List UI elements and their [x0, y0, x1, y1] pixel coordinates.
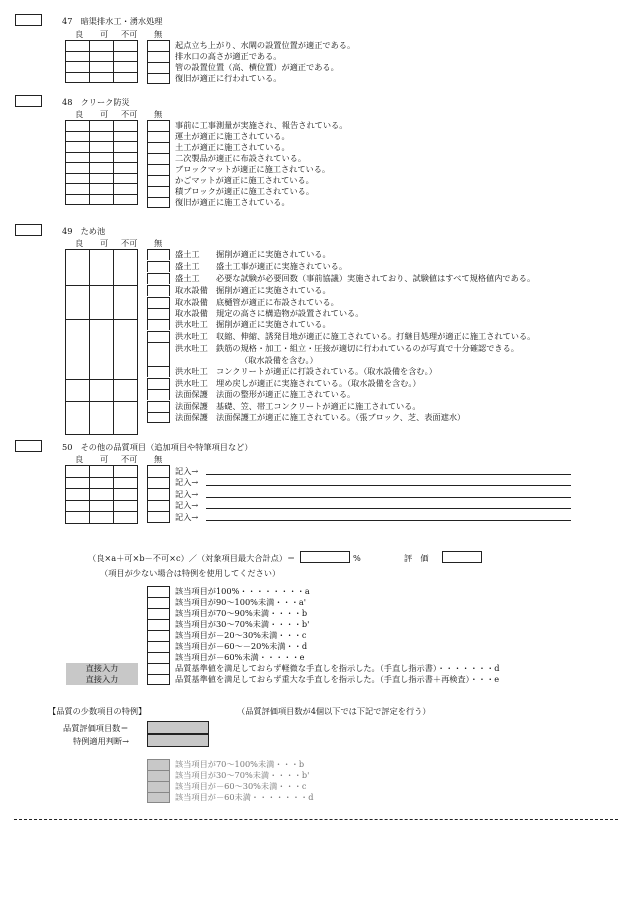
col-none: 無 [154, 109, 163, 119]
list-item[interactable]: 洪水吐工 埋め戻しが適正に実施されている。（取水設備を含む。） [147, 378, 421, 389]
special-grade-checkbox[interactable] [147, 792, 170, 803]
none-checkbox[interactable] [147, 120, 170, 131]
special-count-label: 品質評価項目数＝ [63, 723, 129, 733]
col-none: 無 [154, 454, 163, 464]
none-checkbox[interactable] [147, 285, 170, 296]
section-49-score-box[interactable] [15, 224, 42, 236]
none-checkbox[interactable] [147, 261, 170, 272]
list-item[interactable]: 取水設備 掘削が適正に実施されている。 [147, 285, 331, 296]
list-item[interactable]: 洪水吐工 鉄筋の規格・加工・組立・圧接が適切に行われているのが写真で十分確認できる。 （取水設備を含む。） [147, 342, 519, 366]
none-checkbox[interactable] [147, 175, 170, 186]
list-item[interactable]: 取水設備 底樋管が適正に布設されている。 [147, 297, 339, 308]
list-item[interactable]: 管の設置位置（高、横位置）が適正である。 [147, 62, 339, 73]
list-item[interactable]: 該当項目が70～90%未満・・・・b [147, 608, 307, 619]
percent-input[interactable] [300, 551, 350, 563]
list-item[interactable]: 盛土工 必要な試験が必要回数（事前協議）実施されており、試験値はすべて規格値内である。 [147, 273, 535, 284]
col-bad: 不可 [121, 109, 138, 119]
entry-line[interactable] [206, 478, 571, 486]
none-checkbox[interactable] [147, 500, 170, 512]
cut-line-divider [14, 819, 618, 820]
list-item[interactable]: 該当項目が30～70%未満・・・・b' [147, 619, 309, 630]
list-item[interactable]: ブロックマットが適正に施工されている。 [147, 164, 330, 175]
none-checkbox[interactable] [147, 164, 170, 175]
none-checkbox[interactable] [147, 378, 170, 389]
none-checkbox[interactable] [147, 465, 170, 477]
grade-checkbox[interactable] [147, 641, 170, 652]
list-item[interactable]: 該当項目が90～100%未満・・・a' [147, 597, 306, 608]
col-fair: 可 [100, 29, 109, 39]
list-item[interactable]: 記入→ [147, 511, 571, 523]
list-item[interactable]: 法面保護 法面の整形が適正に施工されている。 [147, 389, 355, 400]
section-47-score-box[interactable] [15, 14, 42, 26]
list-item[interactable]: 起点立ち上がり、水閘の設置位置が適正である。 [147, 40, 355, 51]
list-item[interactable]: 土工が適正に施工されている。 [147, 142, 290, 153]
none-checkbox[interactable] [147, 273, 170, 284]
list-item[interactable]: 洪水吐工 収縮、伸縮、誘発目地が適正に施工されている。打継目処理が適正に施工されている。 [147, 331, 535, 342]
grade-checkbox[interactable] [147, 663, 170, 674]
section-50-title: 50 その他の品質項目（追加項目や特筆項目など） [62, 442, 253, 452]
none-checkbox[interactable] [147, 153, 170, 164]
section-50-score-box[interactable] [15, 440, 42, 452]
col-fair: 可 [100, 238, 109, 248]
none-checkbox[interactable] [147, 197, 170, 208]
list-item[interactable]: 該当項目が－60%未満・・・・・e [147, 652, 304, 663]
special-grade-checkbox[interactable] [147, 770, 170, 781]
none-checkbox[interactable] [147, 297, 170, 308]
section-48-title: 48 クリーク防災 [62, 97, 130, 107]
list-item[interactable]: 排水口の高さが適正である。 [147, 51, 281, 62]
list-item[interactable]: 品質基準値を満足しておらず軽微な手直しを指示した。（手直し指示書）・・・・・・・d [147, 663, 500, 674]
section-49-title: 49 ため池 [62, 226, 106, 236]
special-judge-field[interactable] [147, 734, 209, 747]
list-item[interactable]: 記入→ [147, 477, 571, 489]
list-item[interactable]: 該当項目が100%・・・・・・・・a [147, 586, 310, 597]
none-checkbox[interactable] [147, 511, 170, 523]
list-item[interactable]: 該当項目が－60未満・・・・・・・d [147, 792, 313, 803]
none-checkbox[interactable] [147, 131, 170, 142]
percent-sign: % [353, 553, 361, 563]
list-item[interactable]: 盛土工 盛土工事が適正に実施されている。 [147, 261, 347, 272]
col-bad: 不可 [121, 454, 138, 464]
special-grade-checkbox[interactable] [147, 759, 170, 770]
none-checkbox[interactable] [147, 73, 170, 84]
list-item[interactable]: 盛土工 掘削が適正に実施されている。 [147, 249, 331, 260]
entry-line[interactable] [206, 490, 571, 498]
entry-line[interactable] [206, 467, 571, 475]
none-checkbox[interactable] [147, 401, 170, 412]
special-title: 【品質の少数項目の特例】 [48, 706, 147, 716]
direct-input-label: 直接入力 直接入力 [66, 663, 138, 685]
none-checkbox[interactable] [147, 366, 170, 377]
list-item[interactable]: 事前に工事測量が実施され、報告されている。 [147, 120, 347, 131]
col-fair: 可 [100, 109, 109, 119]
col-good: 良 [75, 29, 84, 39]
section-49-grid[interactable] [65, 249, 138, 435]
none-checkbox[interactable] [147, 308, 170, 319]
list-item[interactable]: 品質基準値を満足しておらず重大な手直しを指示した。（手直し指示書＋再検査）・・・e [147, 674, 499, 685]
list-item[interactable]: 法面保護 基礎、笠、帯工コンクリートが適正に施工されている。 [147, 401, 421, 412]
list-item[interactable]: 記入→ [147, 488, 571, 500]
entry-line[interactable] [206, 501, 571, 509]
col-none: 無 [154, 238, 163, 248]
grade-checkbox[interactable] [147, 630, 170, 641]
col-bad: 不可 [121, 29, 138, 39]
list-item[interactable]: 洪水吐工 掘削が適正に実施されている。 [147, 319, 331, 330]
formula-text: （良×a＋可×b－不可×c）／（対象項目最大合計点）＝ [88, 553, 296, 563]
section-48-grid[interactable] [65, 120, 138, 205]
none-checkbox[interactable] [147, 389, 170, 400]
list-item[interactable]: 該当項目が－60～30%未満・・・c [147, 781, 306, 792]
list-item[interactable]: 該当項目が70～100%未満・・・b [147, 759, 304, 770]
section-48-score-box[interactable] [15, 95, 42, 107]
list-item[interactable]: 運土が適正に施工されている。 [147, 131, 290, 142]
list-item[interactable]: 二次製品が適正に布設されている。 [147, 153, 306, 164]
list-item[interactable]: 復旧が適正に行われている。 [147, 73, 281, 84]
list-item[interactable]: 該当項目が－60～－20%未満・・d [147, 641, 307, 652]
none-checkbox[interactable] [147, 342, 170, 366]
list-item[interactable]: 復旧が適正に施工されている。 [147, 197, 290, 208]
formula-note: （項目が少ない場合は特例を使用してください） [100, 568, 281, 578]
special-note: （品質評価項目数が4個以下では下記で評定を行う） [237, 706, 431, 716]
special-judge-label: 特例適用判断→ [73, 736, 129, 746]
none-checkbox[interactable] [147, 62, 170, 73]
list-item[interactable]: 該当項目が－20～30%未満・・・c [147, 630, 306, 641]
list-item[interactable]: 記入→ [147, 465, 571, 477]
none-checkbox[interactable] [147, 249, 170, 260]
none-checkbox[interactable] [147, 477, 170, 489]
list-item[interactable]: 法面保護 法面保護工が適正に施工されている。（張ブロック、芝、表面遮水） [147, 412, 465, 423]
col-good: 良 [75, 454, 84, 464]
list-item[interactable]: 該当項目が30～70%未満・・・・b' [147, 770, 309, 781]
grade-checkbox[interactable] [147, 674, 170, 685]
grade-checkbox[interactable] [147, 608, 170, 619]
list-item[interactable]: 取水設備 規定の高さに構造物が設置されている。 [147, 308, 363, 319]
list-item[interactable]: 積ブロックが適正に施工されている。 [147, 186, 314, 197]
list-item[interactable]: 洪水吐工 コンクリートが適正に打設されている。（取水設備を含む。） [147, 366, 437, 377]
none-checkbox[interactable] [147, 488, 170, 500]
col-fair: 可 [100, 454, 109, 464]
none-checkbox[interactable] [147, 319, 170, 330]
none-checkbox[interactable] [147, 51, 170, 62]
evaluation-input[interactable] [442, 551, 482, 563]
grade-checkbox[interactable] [147, 597, 170, 608]
section-50-grid[interactable] [65, 465, 138, 524]
section-47-grid[interactable] [65, 40, 138, 83]
col-good: 良 [75, 238, 84, 248]
none-checkbox[interactable] [147, 331, 170, 342]
col-good: 良 [75, 109, 84, 119]
entry-line[interactable] [206, 513, 571, 521]
grade-checkbox[interactable] [147, 652, 170, 663]
section-47-title: 47 暗渠排水工・湧水処理 [62, 16, 163, 26]
none-checkbox[interactable] [147, 142, 170, 153]
grade-checkbox[interactable] [147, 619, 170, 630]
grade-checkbox[interactable] [147, 586, 170, 597]
col-none: 無 [154, 29, 163, 39]
col-bad: 不可 [121, 238, 138, 248]
none-checkbox[interactable] [147, 40, 170, 51]
special-count-field[interactable] [147, 721, 209, 734]
list-item[interactable]: かごマットが適正に施工されている。 [147, 175, 314, 186]
none-checkbox[interactable] [147, 186, 170, 197]
list-item[interactable]: 記入→ [147, 500, 571, 512]
none-checkbox[interactable] [147, 412, 170, 423]
evaluation-label: 評 価 [404, 553, 429, 563]
special-grade-checkbox[interactable] [147, 781, 170, 792]
